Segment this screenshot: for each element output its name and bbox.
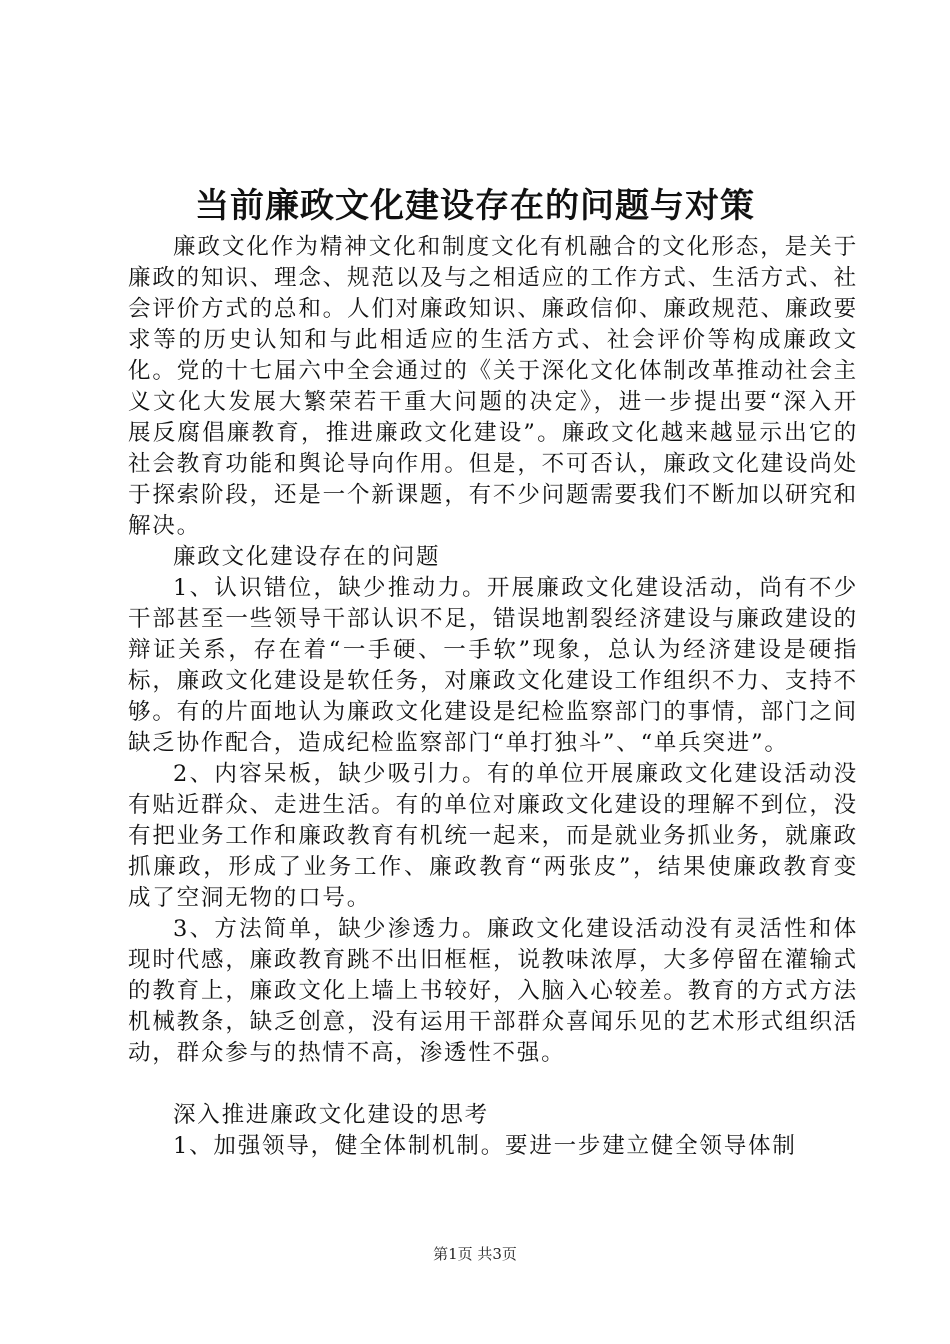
paragraph-thought-1: 1、加强领导，健全体制机制。要进一步建立健全领导体制 bbox=[173, 1133, 797, 1159]
page-indicator: 第1页 共3页 bbox=[433, 1245, 517, 1263]
document-body bbox=[128, 232, 858, 1162]
paragraph-problem-3: 3、方法简单，缺少渗透力。廉政文化建设活动没有灵活性和体现时代感，廉政教育跳不出旧框框，说教味浓厚，大多停留在灌输式的教育上，廉政文化上墙上书较好，入脑入心较差。教育的方式方法机械教条，缺乏创意，没有运用干部群众喜闻乐见的艺术形式组织活动，群众参与的热情不高，渗透性不强。 bbox=[128, 916, 858, 1066]
paragraph-problem-2: 2、内容呆板，缺少吸引力。有的单位开展廉政文化建设活动没有贴近群众、走进生活。有的单位对廉政文化建设的理解不到位，没有把业务工作和廉政教育有机统一起来，而是就业务抓业务，就廉政抓廉政，形成了业务工作、廉政教育“两张皮”，结果使廉政教育变成了空洞无物的口号。 bbox=[128, 761, 858, 911]
section-heading-problems: 廉政文化建设存在的问题 bbox=[173, 544, 441, 570]
paragraph-problem-1: 1、认识错位，缺少推动力。开展廉政文化建设活动，尚有不少干部甚至一些领导干部认识不足，错误地割裂经济建设与廉政建设的辩证关系，存在着“一手硬、一手软”现象，总认为经济建设是硬指标，廉政文化建设是软任务，对廉政文化建设工作组织不力、支持不够。有的片面地认为廉政文化建设是纪检监察部门的事情，部门之间缺乏协作配合，造成纪检监察部门“单打独斗”、“单兵突进”。 bbox=[128, 575, 858, 756]
paragraph-intro: 廉政文化作为精神文化和制度文化有机融合的文化形态，是关于廉政的知识、理念、规范以及与之相适应的工作方式、生活方式、社会评价方式的总和。人们对廉政知识、廉政信仰、廉政规范、廉政要求等的历史认知和与此相适应的生活方式、社会评价等构成廉政文化。党的十七届六中全会通过的《关于深化文化体制改革推动社会主义文化大发展大繁荣若干重大问题的决定》，进一步提出要“深入开展反腐倡廉教育，推进廉政文化建设”。廉政文化越来越显示出它的社会教育功能和舆论导向作用。但是，不可否认，廉政文化建设尚处于探索阶段，还是一个新课题，有不少问题需要我们不断加以研究和解决。 bbox=[128, 234, 858, 539]
document-title: 当前廉政文化建设存在的问题与对策 bbox=[195, 186, 755, 226]
section-heading-thoughts: 深入推进廉政文化建设的思考 bbox=[173, 1102, 489, 1128]
